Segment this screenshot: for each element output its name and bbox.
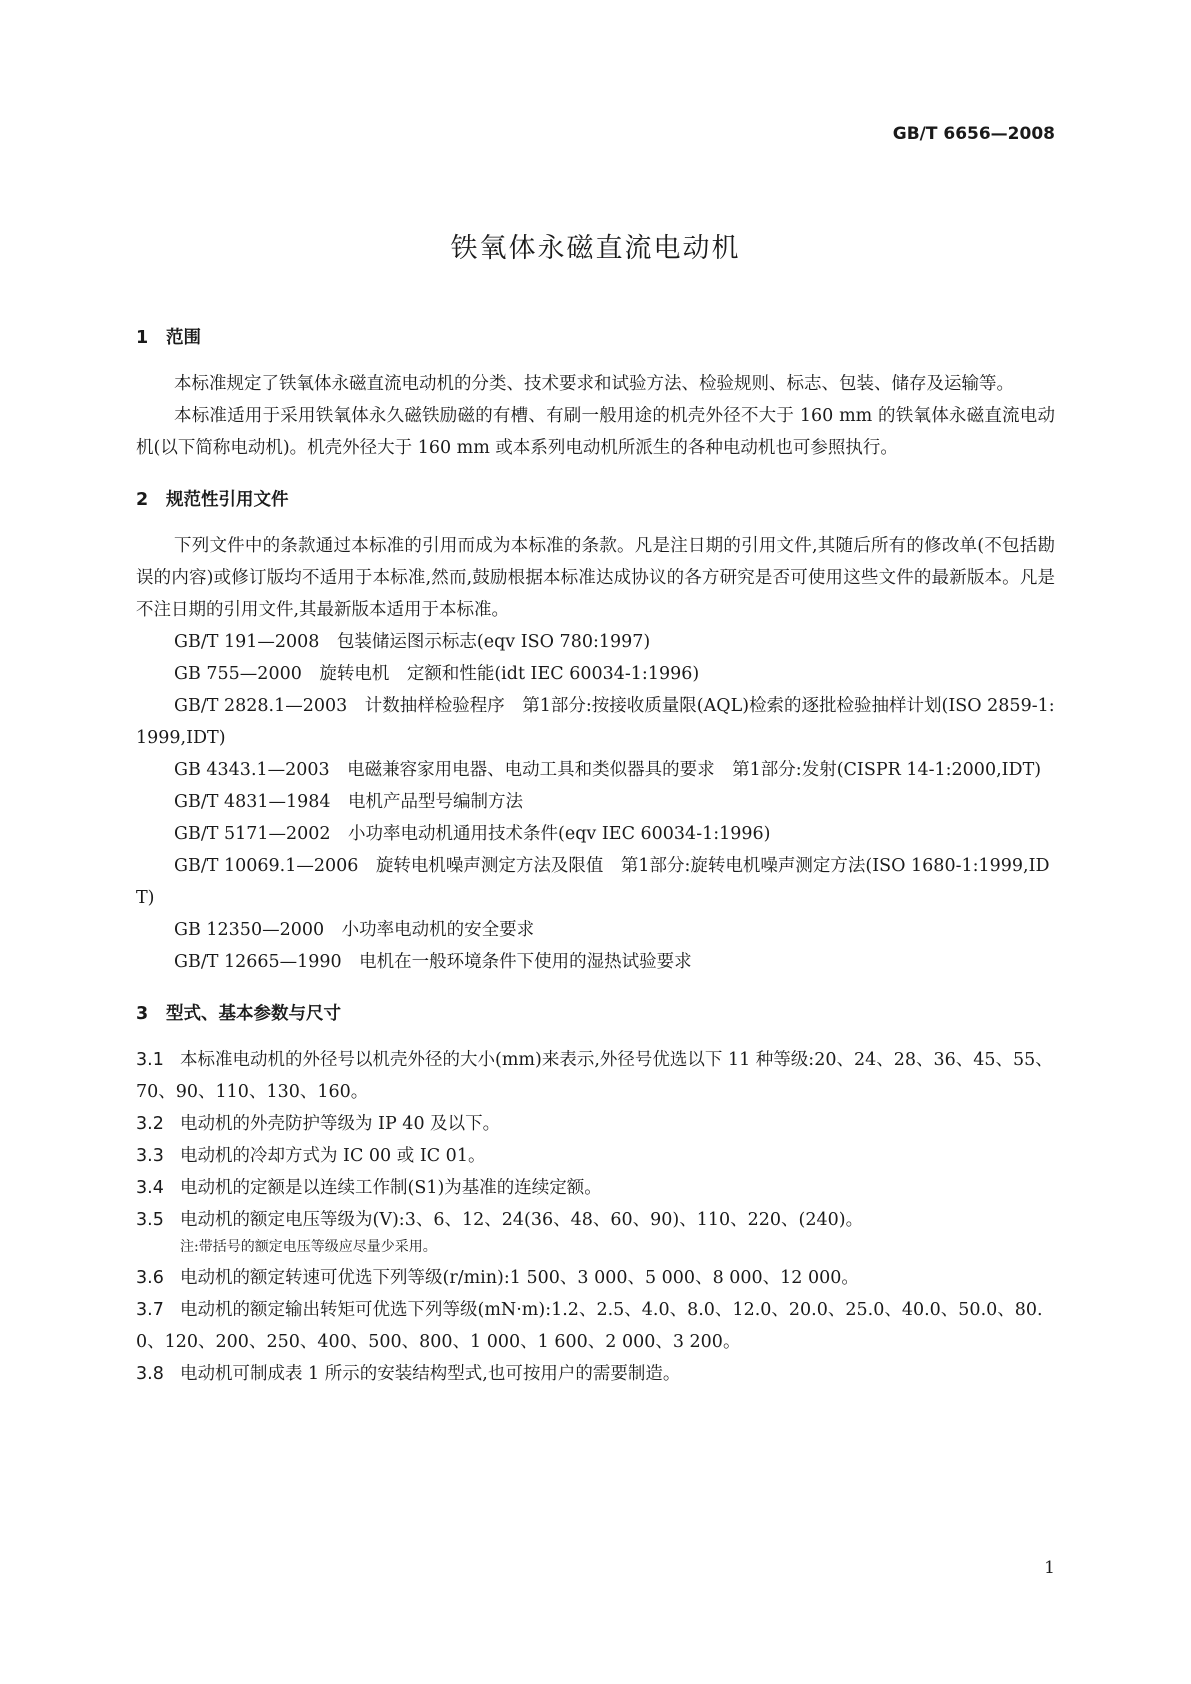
clause-text: 电动机可制成表 1 所示的安装结构型式,也可按用户的需要制造。 <box>180 1364 681 1384</box>
clause-text: 电动机的定额是以连续工作制(S1)为基准的连续定额。 <box>180 1178 602 1198</box>
clause-number: 3.3 <box>136 1146 164 1166</box>
clause-3-4 <box>136 1172 1055 1204</box>
clause-number: 3.1 <box>136 1050 164 1070</box>
clause-3-5 <box>136 1204 1055 1236</box>
clause-text: 电动机的额定转速可优选下列等级(r/min):1 500、3 000、5 000、8 000、12 000。 <box>180 1268 859 1288</box>
reference-item: GB/T 10069.1—2006 旋转电机噪声测定方法及限值 第1部分:旋转电机噪声测定方法(ISO 1680-1:1999,IDT) <box>136 856 1050 908</box>
clause-3-3 <box>136 1140 1055 1172</box>
clause-3-7 <box>136 1294 1055 1358</box>
section-number: 3 <box>136 1004 149 1024</box>
reference-item: GB 4343.1—2003 电磁兼容家用电器、电动工具和类似器具的要求 第1部分:发射(CISPR 14-1:2000,IDT) <box>174 760 1042 780</box>
clause-number: 3.6 <box>136 1268 164 1288</box>
section-title: 范围 <box>166 328 201 348</box>
standard-code: GB/T 6656—2008 <box>892 124 1055 144</box>
section-number: 2 <box>136 490 149 510</box>
clause-text: 电动机的额定电压等级为(V):3、6、12、24(36、48、60、90)、110、220、(240)。 <box>180 1210 864 1230</box>
page-number: 1 <box>1044 1558 1055 1578</box>
section-title: 型式、基本参数与尺寸 <box>166 1004 341 1024</box>
clause-text: 本标准电动机的外径号以机壳外径的大小(mm)来表示,外径号优选以下 11 种等级:20、24、28、36、45、55、70、90、110、130、160。 <box>136 1050 1053 1102</box>
document-title: 铁氧体永磁直流电动机 <box>450 233 741 264</box>
clause-number: 3.8 <box>136 1364 164 1384</box>
document-body <box>136 326 1055 1390</box>
section-number: 1 <box>136 328 149 348</box>
clause-text: 电动机的额定输出转矩可优选下列等级(mN·m):1.2、2.5、4.0、8.0、12.0、20.0、25.0、40.0、50.0、80.0、120、200、250、400、500、800、1 000、1 600、2 000、3 200。 <box>136 1300 1043 1352</box>
reference-item: GB 755—2000 旋转电机 定额和性能(idt IEC 60034-1:1996) <box>174 664 700 684</box>
reference-item: GB/T 4831—1984 电机产品型号编制方法 <box>174 792 524 812</box>
section-3-heading <box>136 1002 1055 1026</box>
section-2-heading <box>136 488 1055 512</box>
clause-note: 注:带括号的额定电压等级应尽量少采用。 <box>180 1239 437 1255</box>
references-intro: 下列文件中的条款通过本标准的引用而成为本标准的条款。凡是注日期的引用文件,其随后所有的修改单(不包括勘误的内容)或修订版均不适用于本标准,然而,鼓励根据本标准达成协议的各方研究是否可使用这些文件的最新版本。凡是不注日期的引用文件,其最新版本适用于本标准。 <box>136 536 1055 620</box>
reference-item: GB/T 2828.1—2003 计数抽样检验程序 第1部分:按接收质量限(AQL)检索的逐批检验抽样计划(ISO 2859-1:1999,IDT) <box>136 696 1055 748</box>
clause-number: 3.5 <box>136 1210 164 1230</box>
clause-number: 3.7 <box>136 1300 164 1320</box>
reference-item: GB/T 12665—1990 电机在一般环境条件下使用的湿热试验要求 <box>174 952 692 972</box>
scope-paragraph: 本标准规定了铁氧体永磁直流电动机的分类、技术要求和试验方法、检验规则、标志、包装、储存及运输等。 <box>174 374 1014 394</box>
clause-3-6 <box>136 1262 1055 1294</box>
clause-text: 电动机的外壳防护等级为 IP 40 及以下。 <box>180 1114 501 1134</box>
clause-3-8 <box>136 1358 1055 1390</box>
clause-text: 电动机的冷却方式为 IC 00 或 IC 01。 <box>180 1146 486 1166</box>
clause-3-2 <box>136 1108 1055 1140</box>
clause-3-1 <box>136 1044 1055 1108</box>
section-title: 规范性引用文件 <box>166 490 289 510</box>
clause-number: 3.4 <box>136 1178 164 1198</box>
scope-paragraph: 本标准适用于采用铁氧体永久磁铁励磁的有槽、有刷一般用途的机壳外径不大于 160 mm 的铁氧体永磁直流电动机(以下简称电动机)。机壳外径大于 160 mm 或本系列电动机所派生的各种电动机也可参照执行。 <box>136 406 1055 458</box>
clause-number: 3.2 <box>136 1114 164 1134</box>
reference-item: GB/T 5171—2002 小功率电动机通用技术条件(eqv IEC 60034-1:1996) <box>174 824 771 844</box>
reference-item: GB/T 191—2008 包装储运图示标志(eqv ISO 780:1997) <box>174 632 651 652</box>
reference-item: GB 12350—2000 小功率电动机的安全要求 <box>174 920 535 940</box>
section-1-heading <box>136 326 1055 350</box>
